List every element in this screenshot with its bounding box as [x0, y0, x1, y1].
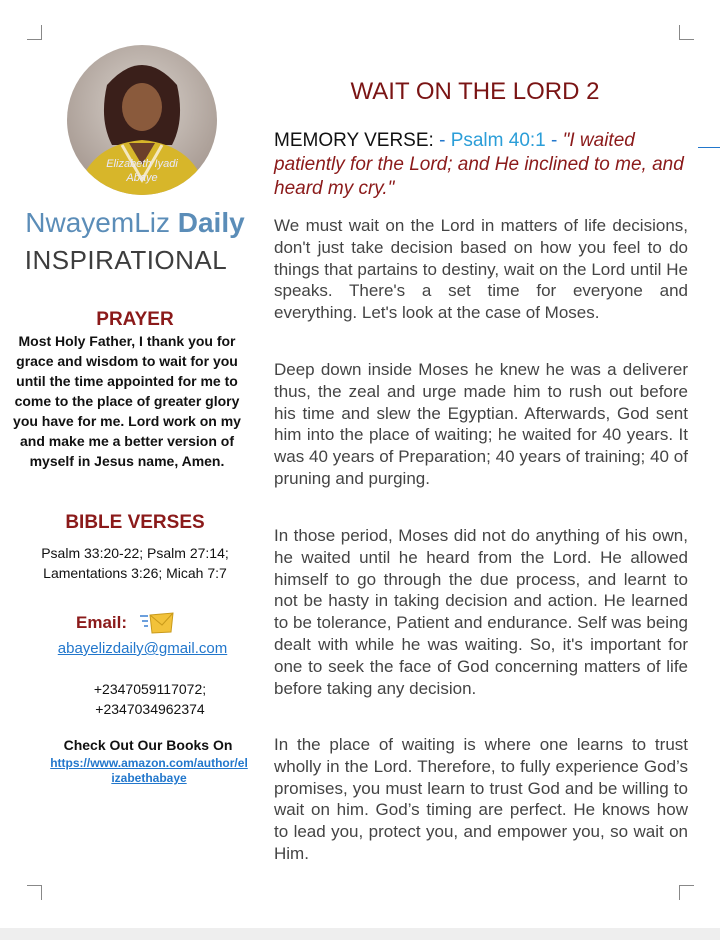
prayer-heading: PRAYER: [96, 309, 174, 330]
email-address-link[interactable]: abayelizdaily@gmail.com: [57, 640, 228, 657]
body-paragraph-2: Deep down inside Moses he knew he was a deliverer thus, the zeal and urge made him to rush out before his time and slew the Egyptian. Afterwards, God sent him into the place of waiting; he waited for 40 years. It was 40 years of Preparation; 40 years of training; 40 of pruning and purging.: [274, 360, 688, 488]
memory-verse: [274, 129, 688, 201]
memory-verse-label: MEMORY VERSE:: [274, 130, 434, 151]
avatar-caption-surname: Abaye: [126, 172, 158, 184]
books-heading: Check Out Our Books On: [63, 737, 233, 753]
author-avatar: [67, 45, 217, 195]
memory-verse-quote: "I waited patiently for the Lord; and He inclined to me, and heard my cry.": [274, 130, 684, 199]
crop-mark-bottom-left: [27, 885, 42, 900]
crop-mark-top-right: [679, 25, 694, 40]
crop-mark-top-left: [27, 25, 42, 40]
phone-number-1: +2347059117072;: [93, 681, 207, 697]
memory-verse-dash-2: -: [551, 130, 558, 151]
envelope-icon: [140, 612, 174, 634]
memory-verse-reference: Psalm 40:1: [450, 130, 546, 151]
email-label: Email:: [76, 613, 128, 632]
brand-subtitle: INSPIRATIONAL: [24, 245, 228, 275]
page-title: WAIT ON THE LORD 2: [350, 78, 600, 105]
memory-verse-dash-1: -: [439, 130, 446, 151]
brand-name: [0, 207, 270, 239]
phone-numbers: [0, 679, 300, 719]
crop-mark-bottom-right: [679, 885, 694, 900]
body-paragraph-1: We must wait on the Lord in matters of life decisions, don't just take decision based on how you feel to do things that partains to destiny, wait on the Lord until He speaks. There's a set time for everyone and everything. Let's look at the case of Moses.: [274, 216, 688, 323]
brand-name-part-2: Daily: [177, 207, 245, 238]
phone-number-2: +2347034962374: [95, 701, 205, 717]
memory-verse-rule: [698, 147, 720, 148]
page-bottom-bar: [0, 928, 720, 940]
books-link[interactable]: https://www.amazon.com/author/elizabethabaye: [50, 756, 248, 785]
brand-name-part-1: NwayemLiz: [25, 207, 170, 238]
avatar-caption-name: Elizabeth Iyadi: [106, 158, 178, 170]
body-paragraph-4: In the place of waiting is where one learns to trust wholly in the Lord. Therefore, to fully experience God’s promises, you must learn to trust God and be willing to wait on him. God’s timing are perfect. He knows how to lead you, protect you, and empower you, so wait on Him.: [274, 735, 688, 863]
bible-verses-heading: BIBLE VERSES: [65, 512, 205, 533]
prayer-text: Most Holy Father, I thank you for grace and wisdom to wait for you until the time appointed for me to come to the place of greater glory you have for me. Lord work on my and make me a better version of myself in Jesus name, Amen.: [13, 333, 241, 469]
body-paragraph-3: In those period, Moses did not do anything of his own, he waited until he heard from the Lord. He allowed himself to go through the due process, and learnt to not be hasty in taking decision and action. He learned to be tolerance, Patient and endurance. Self was being dealt with while he was waiting. So, it's important for one to seek the face of God concerning matters of life before taking any decision.: [274, 526, 688, 698]
bible-verses-line-1: Psalm 33:20-22; Psalm 27:14;: [41, 545, 229, 561]
bible-verses-line-2: Lamentations 3:26; Micah 7:7: [43, 565, 227, 581]
